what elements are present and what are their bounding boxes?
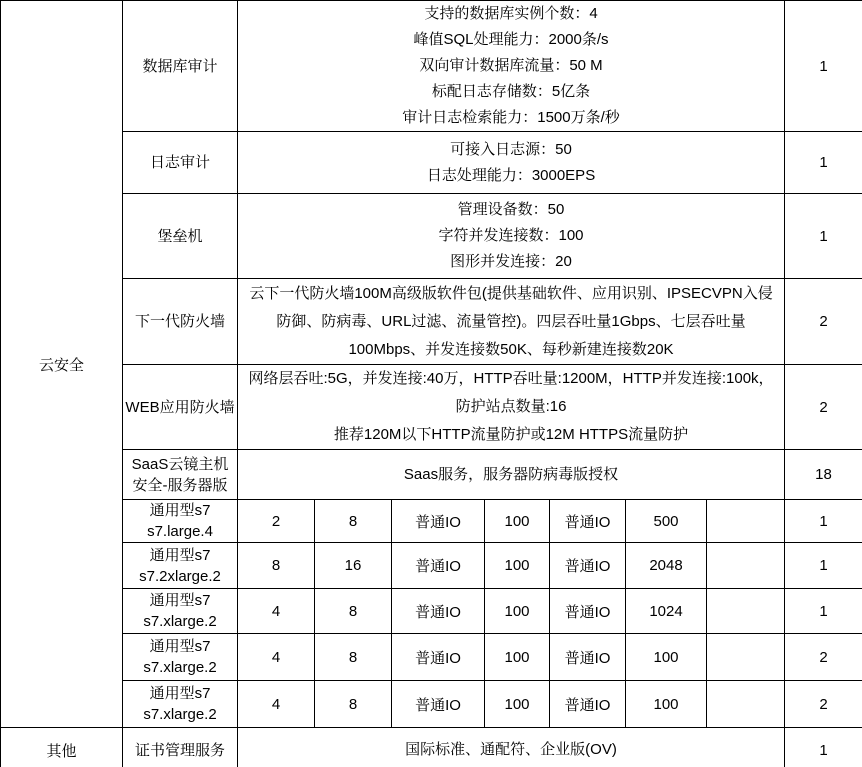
table-row xyxy=(1,589,862,634)
table-cell: 8 xyxy=(315,589,392,634)
spec-cell xyxy=(238,450,785,500)
table-cell: 100 xyxy=(485,681,550,728)
quantity-cell: 18 xyxy=(785,450,862,500)
spec-paragraph: 推荐120M以下HTTP流量防护或12M HTTPS流量防护 xyxy=(333,426,689,443)
spec-paragraph: 云下一代防火墙100M高级版软件包(提供基础软件、应用识别、IPSECVPN入侵防御、防病毒、URL过滤、流量管控)。四层吞吐量1Gbps、七层吞吐量100Mbps、并发连接数50K、每秒新建连接数20K xyxy=(249,284,773,358)
table-row xyxy=(1,500,862,543)
product-cell xyxy=(123,450,238,500)
product-label: 通用型s7 xyxy=(149,502,211,519)
quantity-cell: 1 xyxy=(785,500,862,543)
table-cell: 8 xyxy=(315,500,392,543)
table-cell: 100 xyxy=(485,543,550,589)
table-row xyxy=(1,194,862,279)
table-row xyxy=(1,1,862,132)
product-cell xyxy=(123,589,238,634)
table-cell: 8 xyxy=(238,543,315,589)
quantity-cell: 1 xyxy=(785,728,862,767)
product-label: 堡垒机 xyxy=(157,227,203,245)
empty-cell xyxy=(707,543,785,589)
spec-line: 峰值SQL处理能力：2000条/s xyxy=(413,31,609,48)
product-label: 安全-服务器版 xyxy=(132,476,228,494)
table-cell: 普通IO xyxy=(392,500,485,543)
quantity-cell: 1 xyxy=(785,132,862,194)
product-label: 数据库审计 xyxy=(142,57,218,75)
empty-cell xyxy=(707,589,785,634)
table-cell: 4 xyxy=(238,634,315,681)
product-cell xyxy=(123,132,238,194)
table-row xyxy=(1,279,862,365)
quantity-cell: 2 xyxy=(785,365,862,450)
quantity-cell: 1 xyxy=(785,589,862,634)
spec-line: 双向审计数据库流量：50 M xyxy=(419,57,603,74)
quantity-cell: 1 xyxy=(785,194,862,279)
product-cell xyxy=(123,194,238,279)
spec-line: 国际标准、通配符、企业版(OV) xyxy=(405,741,617,758)
empty-cell xyxy=(707,500,785,543)
spec-paragraph: 网络层吞吐:5G，并发连接:40万，HTTP吞吐量:1200M，HTTP并发连接:100k，防护站点数量:16 xyxy=(248,370,774,415)
spec-cell xyxy=(238,365,785,450)
table-cell: 普通IO xyxy=(550,543,626,589)
table-cell: 普通IO xyxy=(392,589,485,634)
product-label: 通用型s7 xyxy=(149,592,211,609)
table-cell: 2 xyxy=(238,500,315,543)
product-cell xyxy=(123,1,238,132)
product-label: 证书管理服务 xyxy=(134,741,225,759)
product-label: s7.large.4 xyxy=(147,523,213,540)
spec-line: Saas服务，服务器防病毒版授权 xyxy=(403,465,619,483)
product-label: WEB应用防火墙 xyxy=(125,398,235,416)
spec-cell xyxy=(238,194,785,279)
table-row xyxy=(1,365,862,450)
spec-line: 字符并发连接数：100 xyxy=(438,227,584,244)
table-cell: 普通IO xyxy=(550,589,626,634)
empty-cell xyxy=(707,681,785,728)
product-cell xyxy=(123,279,238,365)
empty-cell xyxy=(707,634,785,681)
table-cell: 普通IO xyxy=(550,634,626,681)
table-cell: 普通IO xyxy=(550,500,626,543)
table-cell: 普通IO xyxy=(392,543,485,589)
product-label: 下一代防火墙 xyxy=(134,313,225,330)
table-cell: 普通IO xyxy=(392,681,485,728)
product-label: 日志审计 xyxy=(149,154,210,171)
table-row xyxy=(1,728,862,767)
product-label: s7.xlarge.2 xyxy=(143,613,217,630)
quantity-cell: 1 xyxy=(785,1,862,132)
category-cell xyxy=(1,728,123,767)
table-cell: 4 xyxy=(238,589,315,634)
spec-line: 审计日志检索能力：1500万条/秒 xyxy=(402,109,620,126)
product-cell xyxy=(123,543,238,589)
table-cell: 1024 xyxy=(626,589,707,634)
spec-cell xyxy=(238,728,785,767)
table-cell: 4 xyxy=(238,681,315,728)
spec-line: 图形并发连接：20 xyxy=(450,253,572,270)
product-cell xyxy=(123,634,238,681)
category-label: 云安全 xyxy=(38,356,84,374)
product-cell xyxy=(123,365,238,450)
table-row xyxy=(1,681,862,728)
quantity-cell: 1 xyxy=(785,543,862,589)
product-label: 通用型s7 xyxy=(149,685,211,702)
table-row xyxy=(1,132,862,194)
spec-line: 可接入日志源：50 xyxy=(450,140,572,158)
table-row xyxy=(1,634,862,681)
product-label: s7.xlarge.2 xyxy=(143,659,217,676)
spec-line: 支持的数据库实例个数：4 xyxy=(424,5,598,22)
product-label: SaaS云镜主机 xyxy=(131,455,229,473)
spec-line: 管理设备数：50 xyxy=(457,201,565,218)
product-label: 通用型s7 xyxy=(149,638,211,655)
table-cell: 2048 xyxy=(626,543,707,589)
table-cell: 普通IO xyxy=(392,634,485,681)
product-label: 通用型s7 xyxy=(149,546,211,564)
quantity-cell: 2 xyxy=(785,681,862,728)
spec-line: 标配日志存储数：5亿条 xyxy=(431,83,591,100)
table-cell: 8 xyxy=(315,634,392,681)
product-cell xyxy=(123,681,238,728)
spec-cell xyxy=(238,279,785,365)
spec-cell xyxy=(238,1,785,132)
table-cell: 8 xyxy=(315,681,392,728)
table-row xyxy=(1,450,862,500)
category-cell xyxy=(1,1,123,728)
quantity-cell: 2 xyxy=(785,279,862,365)
product-label: s7.2xlarge.2 xyxy=(139,567,221,585)
category-label: 其他 xyxy=(46,742,77,760)
product-cell xyxy=(123,728,238,767)
table-cell: 16 xyxy=(315,543,392,589)
table-cell: 100 xyxy=(485,634,550,681)
table-cell: 普通IO xyxy=(550,681,626,728)
quantity-cell: 2 xyxy=(785,634,862,681)
spec-cell xyxy=(238,132,785,194)
spec-line: 日志处理能力：3000EPS xyxy=(426,166,596,184)
table-cell: 100 xyxy=(626,634,707,681)
table-cell: 500 xyxy=(626,500,707,543)
table-cell: 100 xyxy=(485,500,550,543)
table-cell: 100 xyxy=(626,681,707,728)
product-label: s7.xlarge.2 xyxy=(143,706,217,723)
table-row xyxy=(1,543,862,589)
table-cell: 100 xyxy=(485,589,550,634)
product-cell xyxy=(123,500,238,543)
